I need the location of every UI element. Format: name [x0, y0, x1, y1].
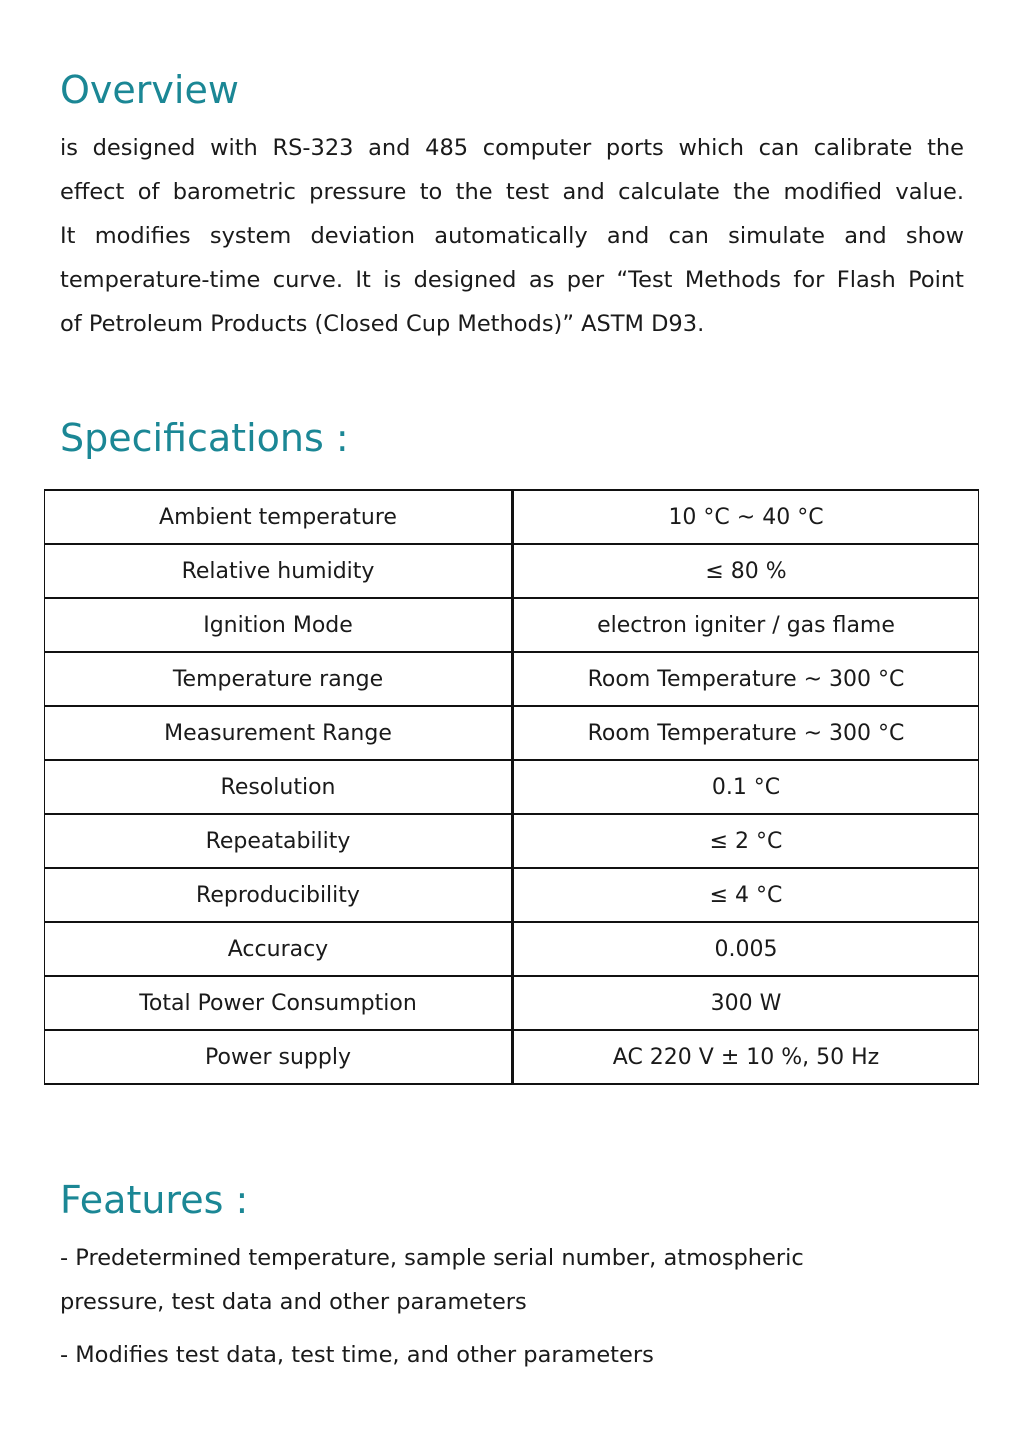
spec-label: Ambient temperature [45, 490, 513, 544]
spec-value: 10 °C ~ 40 °C [513, 490, 979, 544]
spec-label: Relative humidity [45, 544, 513, 598]
feature-item-line: - Modifies test data, test time, and other parameters [60, 1342, 654, 1368]
feature-item-line: pressure, test data and other parameters [60, 1289, 527, 1315]
feature-item-line: - Predetermined temperature, sample serial number, atmospheric [60, 1245, 804, 1271]
spec-label: Reproducibility [45, 868, 513, 922]
spec-value: 0.1 °C [513, 760, 979, 814]
spec-value: 0.005 [513, 922, 979, 976]
spec-value: Room Temperature ~ 300 °C [513, 706, 979, 760]
specifications-heading: Specifications : [60, 416, 349, 460]
spec-value: ≤ 2 °C [513, 814, 979, 868]
spec-label: Resolution [45, 760, 513, 814]
spec-label: Temperature range [45, 652, 513, 706]
table-row [45, 814, 979, 868]
overview-paragraph [60, 126, 964, 346]
table-row [45, 976, 979, 1030]
table-row [45, 1030, 979, 1084]
spec-value: ≤ 4 °C [513, 868, 979, 922]
overview-line: is designed with RS-323 and 485 computer ports which can calibrate the [60, 135, 964, 161]
table-row [45, 490, 979, 544]
table-row [45, 598, 979, 652]
spec-value: AC 220 V ± 10 %, 50 Hz [513, 1030, 979, 1084]
table-row [45, 760, 979, 814]
overview-line: temperature-time curve. It is designed as per “Test Methods for Flash Point [60, 267, 964, 293]
table-row [45, 544, 979, 598]
spec-label: Repeatability [45, 814, 513, 868]
specifications-table [44, 489, 979, 1085]
spec-label: Power supply [45, 1030, 513, 1084]
spec-value: electron igniter / gas flame [513, 598, 979, 652]
overview-line: effect of barometric pressure to the test and calculate the modified value. [60, 179, 964, 205]
spec-label: Measurement Range [45, 706, 513, 760]
spec-label: Accuracy [45, 922, 513, 976]
spec-value: ≤ 80 % [513, 544, 979, 598]
overview-line: It modifies system deviation automatically and can simulate and show [60, 223, 964, 249]
overview-heading: Overview [60, 68, 239, 112]
table-row [45, 706, 979, 760]
table-row [45, 652, 979, 706]
spec-label: Ignition Mode [45, 598, 513, 652]
features-heading: Features : [60, 1178, 249, 1222]
spec-value: 300 W [513, 976, 979, 1030]
table-row [45, 868, 979, 922]
spec-label: Total Power Consumption [45, 976, 513, 1030]
overview-line: of Petroleum Products (Closed Cup Methods)” ASTM D93. [60, 311, 705, 337]
spec-value: Room Temperature ~ 300 °C [513, 652, 979, 706]
table-row [45, 922, 979, 976]
